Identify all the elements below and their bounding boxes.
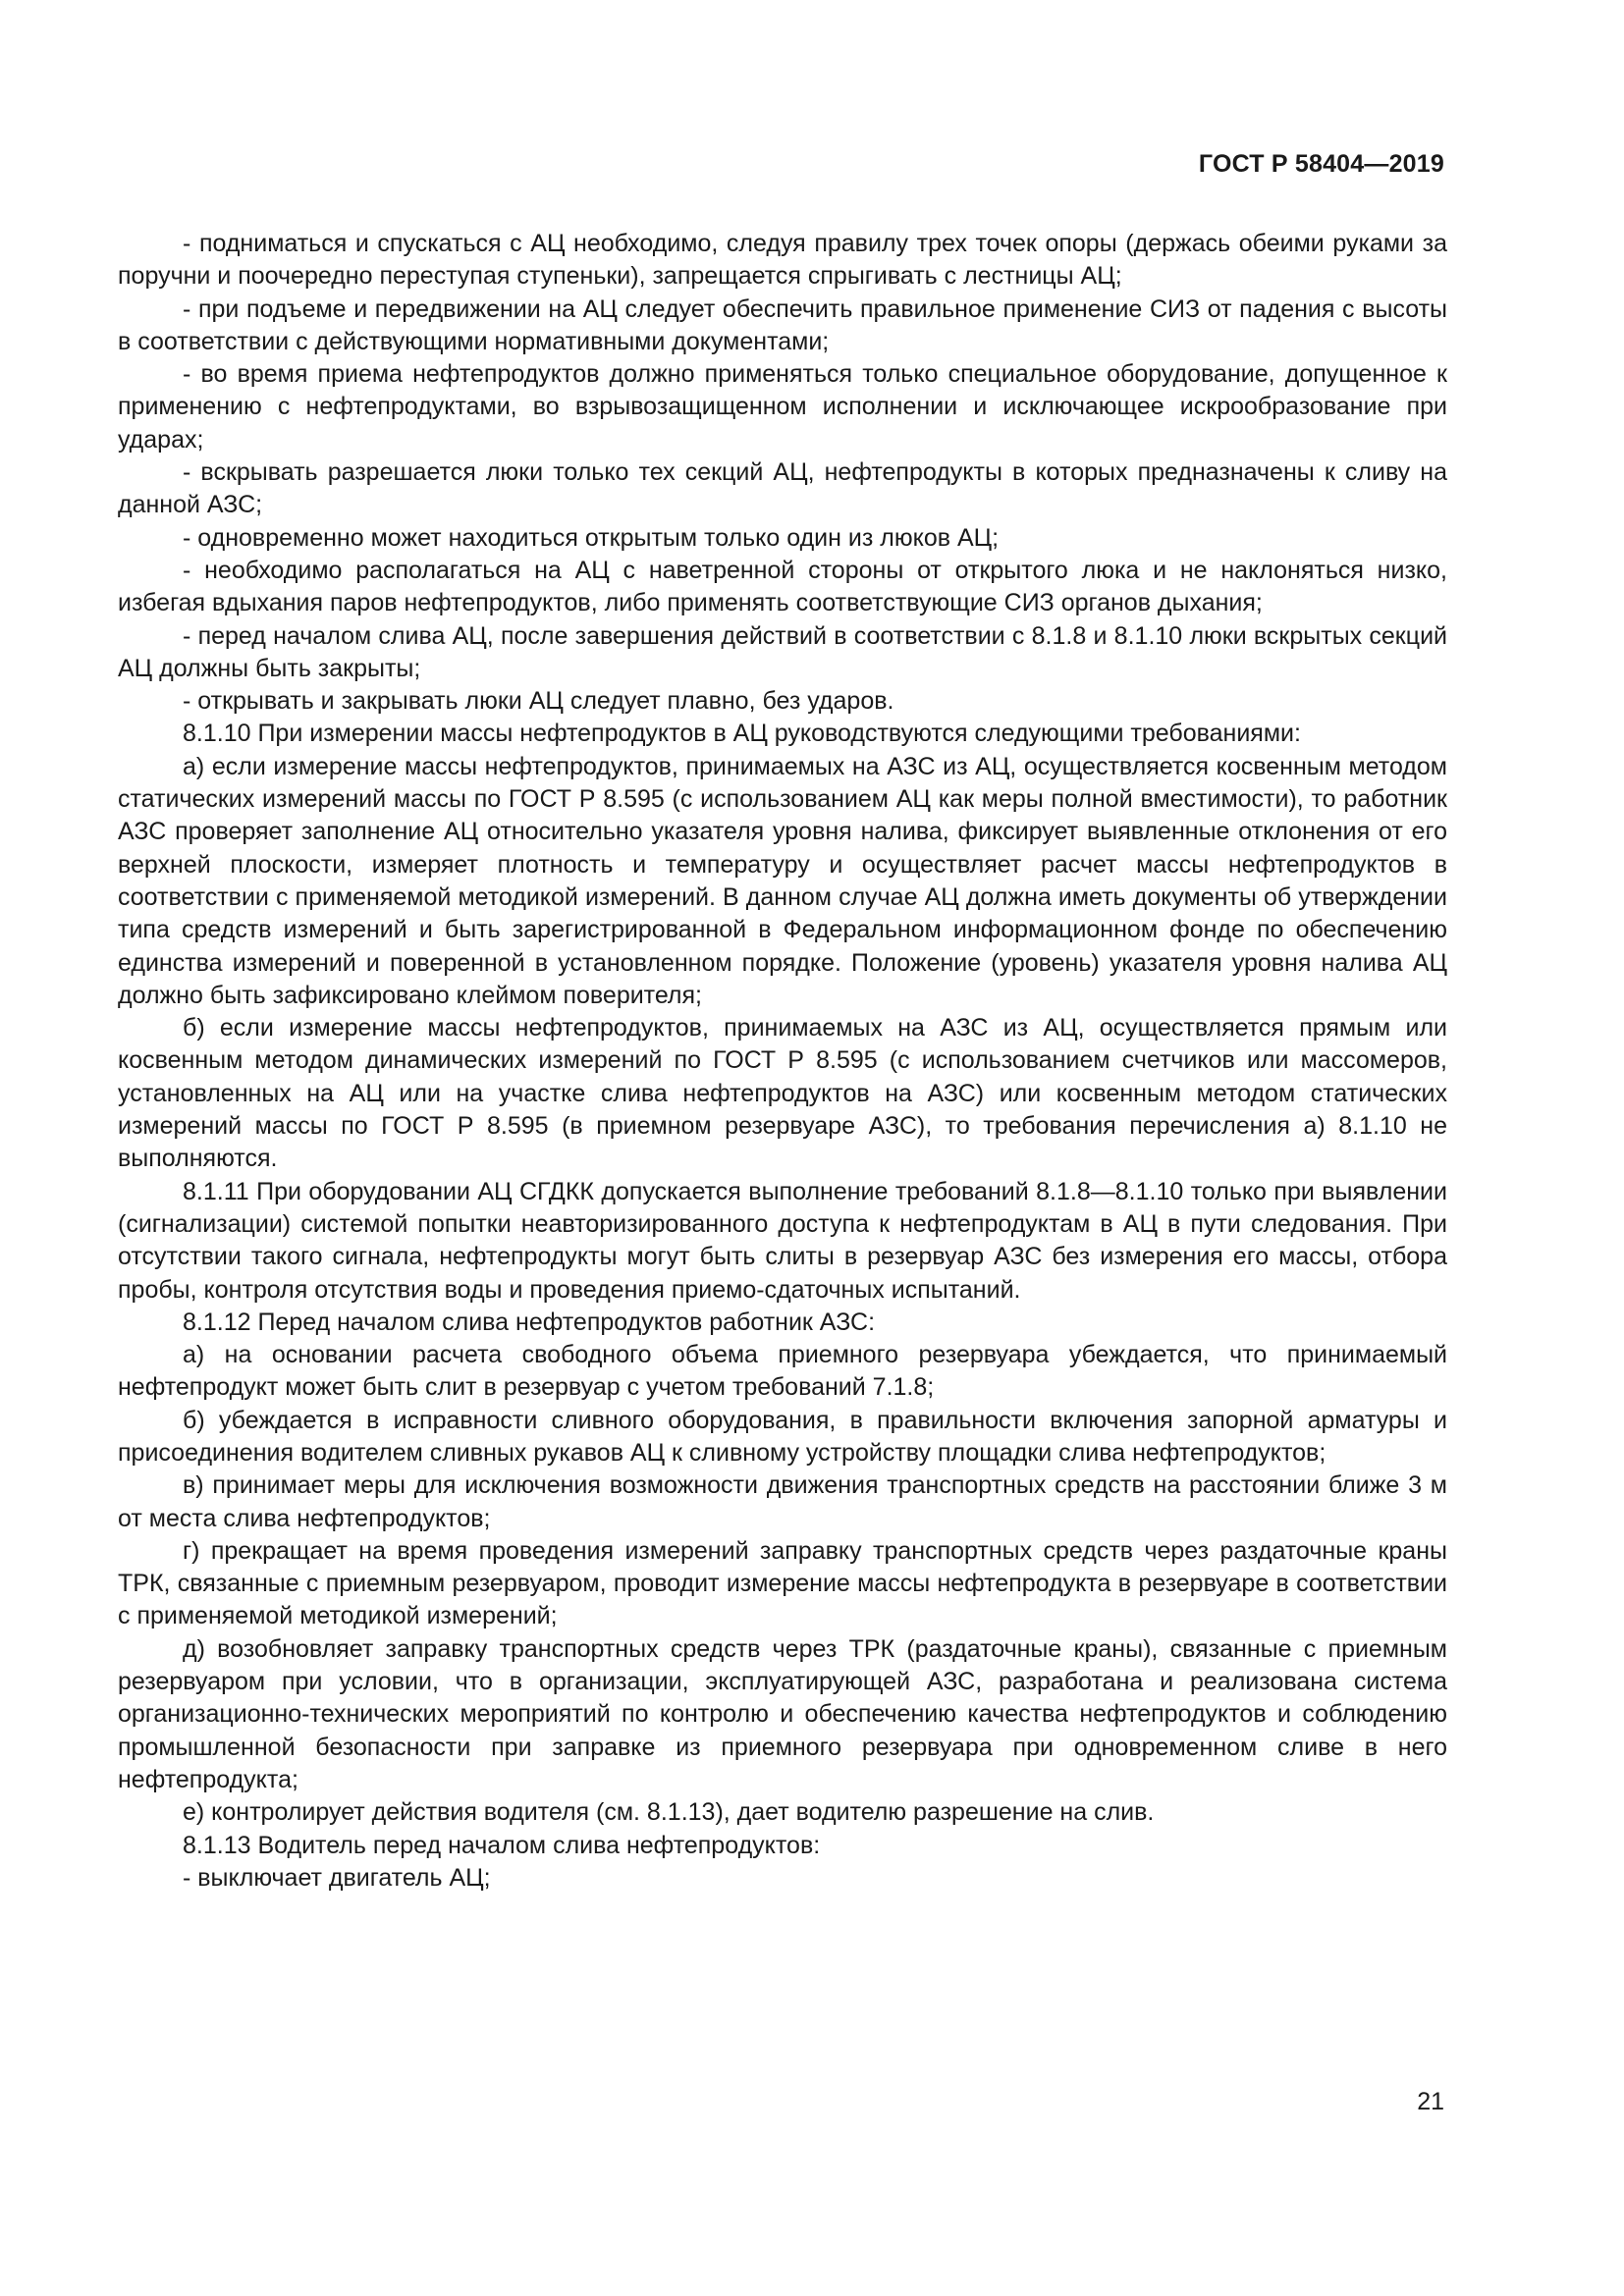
- paragraph: - вскрывать разрешается люки только тех секций АЦ, нефтепродукты в которых предназначены к сливу на данной АЗС;: [118, 458, 1447, 519]
- document-body: [118, 228, 1447, 1895]
- paragraph: - необходимо располагаться на АЦ с наветренной стороны от открытого люка и не наклоняться низко, избегая вдыхания паров нефтепродуктов, либо применять соответствующие СИЗ органов дыхания;: [118, 556, 1447, 617]
- paragraph: - подниматься и спускаться с АЦ необходимо, следуя правилу трех точек опоры (держась обеими руками за поручни и поочередно переступая ступеньки), запрещается спрыгивать с лестницы АЦ;: [118, 230, 1447, 291]
- paragraph: а) если измерение массы нефтепродуктов, принимаемых на АЗС из АЦ, осуществляется косвенным методом статических измерений массы по ГОСТ Р 8.595 (с использованием АЦ как меры полной вместимости), то работник АЗС проверяет заполнение АЦ относительно указателя уровня налива, фиксирует выявленные отклонения от его верхней плоскости, измеряет плотность и температуру и осуществляет расчет массы нефтепродуктов в соответствии с применяемой методикой измерений. В данном случае АЦ должна иметь документы об утверждении типа средств измерений и быть зарегистрированной в Федеральном информационном фонде по обеспечению единства измерений и поверенной в установленном порядке. Положение (уровень) указателя уровня налива АЦ должно быть зафиксировано клеймом поверителя;: [118, 752, 1447, 1009]
- section-8-1-10: 8.1.10 При измерении массы нефтепродуктов в АЦ руководствуются следующими требованиями:: [183, 720, 1301, 748]
- paragraph: - открывать и закрывать люки АЦ следует плавно, без ударов.: [183, 687, 894, 716]
- paragraph: б) убеждается в исправности сливного оборудования, в правильности включения запорной арматуры и присоединения водителем сливных рукавов АЦ к сливному устройству площадки слива нефтепродуктов;: [118, 1406, 1447, 1467]
- paragraph: - одновременно может находиться открытым только один из люков АЦ;: [183, 523, 1000, 552]
- paragraph: в) принимает меры для исключения возможности движения транспортных средств на расстоянии ближе 3 м от места слива нефтепродуктов;: [118, 1471, 1447, 1532]
- paragraph: е) контролирует действия водителя (см. 8.1.13), дает водителю разрешение на слив.: [183, 1798, 1155, 1827]
- section-8-1-12: 8.1.12 Перед началом слива нефтепродуктов работник АЗС:: [183, 1308, 876, 1336]
- section-8-1-11: 8.1.11 При оборудовании АЦ СГДКК допускается выполнение требований 8.1.8—8.1.10 только при выявлении (сигнализации) системой попытки неавторизированного доступа к нефтепродуктам в АЦ в пути следования. При отсутствии такого сигнала, нефтепродукты могут быть слиты в резервуар АЗС без измерения его массы, отбора пробы, контроля отсутствия воды и проведения приемо-сдаточных испытаний.: [118, 1177, 1447, 1304]
- document-code: ГОСТ Р 58404—2019: [1198, 150, 1444, 178]
- paragraph: - при подъеме и передвижении на АЦ следует обеспечить правильное применение СИЗ от падения с высоты в соответствии с действующими нормативными документами;: [118, 294, 1447, 355]
- paragraph: - перед началом слива АЦ, после завершения действий в соответствии с 8.1.8 и 8.1.10 люки вскрытых секций АЦ должны быть закрыты;: [118, 621, 1447, 682]
- paragraph: б) если измерение массы нефтепродуктов, принимаемых на АЗС из АЦ, осуществляется прямым или косвенным методом динамических измерений по ГОСТ Р 8.595 (с использованием счетчиков или массомеров, установленных на АЦ или на участке слива нефтепродуктов на АЗС) или косвенным методом статических измерений массы по ГОСТ Р 8.595 (в приемном резервуаре АЗС), то требования перечисления а) 8.1.10 не выполняются.: [118, 1014, 1447, 1173]
- paragraph: - во время приема нефтепродуктов должно применяться только специальное оборудование, допущенное к применению с нефтепродуктами, во взрывозащищенном исполнении и исключающее искрообразование при ударах;: [118, 360, 1447, 454]
- paragraph: г) прекращает на время проведения измерений заправку транспортных средств через раздаточные краны ТРК, связанные с приемным резервуаром, проводит измерение массы нефтепродукта в резервуаре в соответствии с применяемой методикой измерений;: [118, 1536, 1447, 1630]
- page-number: 21: [1417, 2088, 1444, 2115]
- paragraph: а) на основании расчета свободного объема приемного резервуара убеждается, что принимаемый нефтепродукт может быть слит в резервуар с учетом требований 7.1.8;: [118, 1341, 1447, 1402]
- paragraph: д) возобновляет заправку транспортных средств через ТРК (раздаточные краны), связанные с приемным резервуаром при условии, что в организации, эксплуатирующей АЗС, разработана и реализована система организационно-технических мероприятий по контролю и обеспечению качества нефтепродуктов и соблюдению промышленной безопасности при заправке из приемного резервуара при одновременном сливе в него нефтепродукта;: [118, 1634, 1447, 1793]
- section-8-1-13: 8.1.13 Водитель перед началом слива нефтепродуктов:: [183, 1831, 821, 1859]
- paragraph: - выключает двигатель АЦ;: [183, 1863, 491, 1892]
